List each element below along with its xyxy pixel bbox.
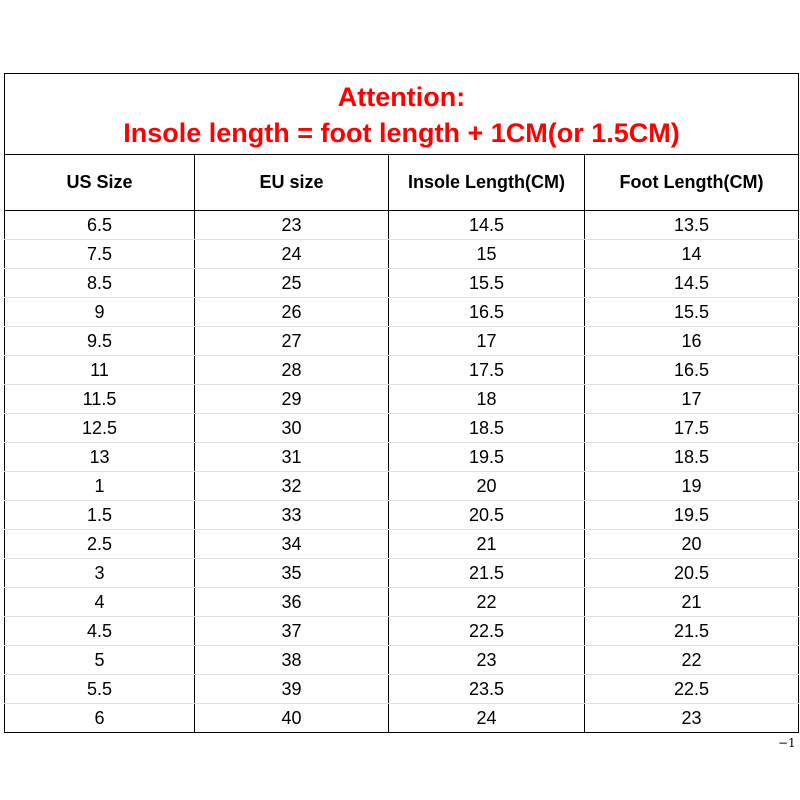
cell-us-size: 1.5	[5, 501, 195, 530]
cell-us-size: 4.5	[5, 617, 195, 646]
cell-foot-length: 22.5	[585, 675, 799, 704]
table-row	[5, 211, 799, 240]
table-row	[5, 617, 799, 646]
cell-eu-size: 26	[195, 298, 389, 327]
cell-us-size: 4	[5, 588, 195, 617]
cell-us-size: 7.5	[5, 240, 195, 269]
cell-foot-length: 13.5	[585, 211, 799, 240]
cell-insole-length: 15.5	[389, 269, 585, 298]
column-header-insole-length: Insole Length(CM)	[389, 155, 585, 211]
cell-foot-length: 18.5	[585, 443, 799, 472]
cell-foot-length: 23	[585, 704, 799, 733]
table-row	[5, 298, 799, 327]
table-row	[5, 472, 799, 501]
cell-eu-size: 31	[195, 443, 389, 472]
cell-us-size: 12.5	[5, 414, 195, 443]
cell-foot-length: 20	[585, 530, 799, 559]
cell-us-size: 9	[5, 298, 195, 327]
cell-foot-length: 21	[585, 588, 799, 617]
table-row	[5, 356, 799, 385]
table-row	[5, 240, 799, 269]
attention-formula: Insole length = foot length + 1CM(or 1.5CM)	[123, 118, 680, 148]
cell-us-size: 5.5	[5, 675, 195, 704]
column-header-foot-length: Foot Length(CM)	[585, 155, 799, 211]
cell-eu-size: 28	[195, 356, 389, 385]
cell-eu-size: 33	[195, 501, 389, 530]
table-row	[5, 704, 799, 733]
cell-insole-length: 24	[389, 704, 585, 733]
column-header-eu-size: EU size	[195, 155, 389, 211]
page-mark: −1	[778, 736, 796, 750]
cell-insole-length: 20	[389, 472, 585, 501]
table-row	[5, 675, 799, 704]
cell-insole-length: 22.5	[389, 617, 585, 646]
cell-us-size: 1	[5, 472, 195, 501]
table-row	[5, 530, 799, 559]
cell-foot-length: 17.5	[585, 414, 799, 443]
table-row	[5, 414, 799, 443]
table-row	[5, 588, 799, 617]
header-row	[5, 155, 799, 211]
cell-us-size: 3	[5, 559, 195, 588]
cell-foot-length: 19.5	[585, 501, 799, 530]
table-row	[5, 327, 799, 356]
cell-foot-length: 20.5	[585, 559, 799, 588]
table-row	[5, 501, 799, 530]
cell-insole-length: 14.5	[389, 211, 585, 240]
cell-foot-length: 15.5	[585, 298, 799, 327]
cell-us-size: 8.5	[5, 269, 195, 298]
table-row	[5, 269, 799, 298]
cell-insole-length: 21	[389, 530, 585, 559]
cell-eu-size: 29	[195, 385, 389, 414]
table-row	[5, 385, 799, 414]
cell-foot-length: 19	[585, 472, 799, 501]
cell-us-size: 11.5	[5, 385, 195, 414]
cell-foot-length: 22	[585, 646, 799, 675]
cell-insole-length: 17.5	[389, 356, 585, 385]
table-row	[5, 559, 799, 588]
cell-us-size: 6	[5, 704, 195, 733]
attention-title: Attention:	[337, 82, 466, 112]
cell-eu-size: 30	[195, 414, 389, 443]
cell-insole-length: 18.5	[389, 414, 585, 443]
cell-eu-size: 36	[195, 588, 389, 617]
table-row	[5, 443, 799, 472]
table-row	[5, 646, 799, 675]
cell-us-size: 5	[5, 646, 195, 675]
attention-banner	[5, 74, 799, 155]
cell-insole-length: 18	[389, 385, 585, 414]
cell-foot-length: 14	[585, 240, 799, 269]
cell-eu-size: 24	[195, 240, 389, 269]
cell-eu-size: 27	[195, 327, 389, 356]
cell-eu-size: 38	[195, 646, 389, 675]
cell-insole-length: 17	[389, 327, 585, 356]
cell-eu-size: 32	[195, 472, 389, 501]
cell-insole-length: 15	[389, 240, 585, 269]
cell-insole-length: 16.5	[389, 298, 585, 327]
cell-eu-size: 23	[195, 211, 389, 240]
size-chart-table	[4, 73, 799, 733]
cell-us-size: 6.5	[5, 211, 195, 240]
cell-us-size: 11	[5, 356, 195, 385]
cell-foot-length: 17	[585, 385, 799, 414]
cell-us-size: 9.5	[5, 327, 195, 356]
cell-insole-length: 23	[389, 646, 585, 675]
cell-insole-length: 22	[389, 588, 585, 617]
cell-eu-size: 25	[195, 269, 389, 298]
cell-foot-length: 21.5	[585, 617, 799, 646]
cell-eu-size: 37	[195, 617, 389, 646]
column-header-us-size: US Size	[5, 155, 195, 211]
cell-eu-size: 35	[195, 559, 389, 588]
cell-eu-size: 34	[195, 530, 389, 559]
cell-foot-length: 16.5	[585, 356, 799, 385]
cell-insole-length: 21.5	[389, 559, 585, 588]
cell-insole-length: 23.5	[389, 675, 585, 704]
cell-foot-length: 14.5	[585, 269, 799, 298]
cell-insole-length: 19.5	[389, 443, 585, 472]
cell-us-size: 13	[5, 443, 195, 472]
cell-eu-size: 39	[195, 675, 389, 704]
cell-insole-length: 20.5	[389, 501, 585, 530]
banner-row	[5, 74, 799, 155]
cell-foot-length: 16	[585, 327, 799, 356]
cell-us-size: 2.5	[5, 530, 195, 559]
cell-eu-size: 40	[195, 704, 389, 733]
